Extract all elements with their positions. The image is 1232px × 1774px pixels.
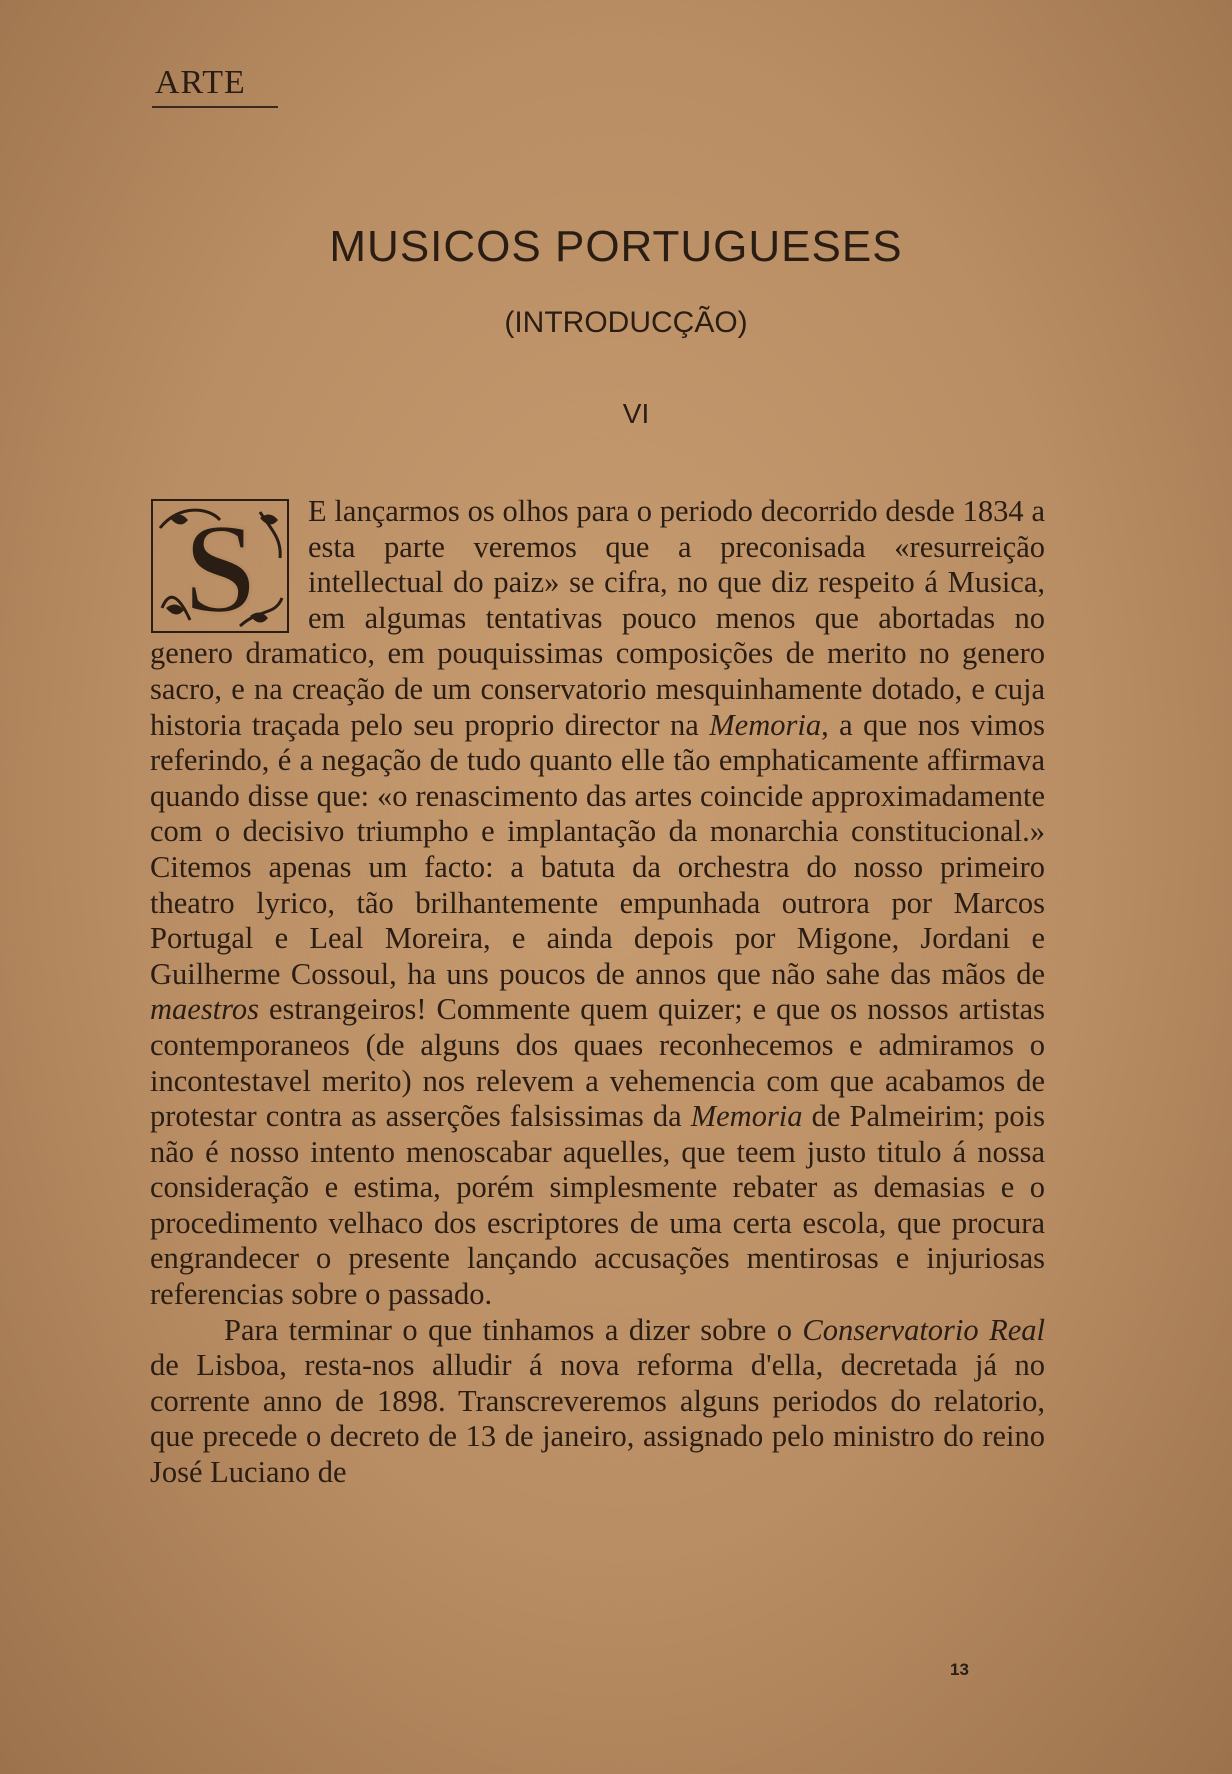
paragraph-1 (150, 494, 1045, 1313)
section-header: ARTE (155, 64, 246, 101)
paragraph-2-italic-conservatorio: Conservatorio Real (802, 1312, 1045, 1347)
paragraph-1-italic-memoria: Memoria (709, 707, 822, 742)
paragraph-1-text-4: de Palmeirim; pois não é nosso intento menoscabar aquelles, que teem justo titulo á nossa consideração e estima, porém simplesmente rebater as demasias e o procedimento velhaco dos escriptores de uma certa escola, que procura engrandecer o presente lançando accusações mentirosas e injuriosas referencias sobre o passado. (150, 1099, 1046, 1312)
dropcap-letter: S (183, 498, 257, 634)
paragraph-1-italic-maestros: maestros (150, 992, 260, 1027)
paragraph-1-text-2: , a que nos vimos referindo, é a negação de tudo quanto elle tão emphaticamente affirmava quando disse que: «o renascimento das artes coincide approximadamente com o decisivo triumpho e implantação da monarchia constitucional.» Citemos apenas um facto: a batuta da orchestra do nosso primeiro theatro lyrico, tão brilhantemente empunhada outrora por Marcos Portugal e Leal Moreira, e ainda depois por Migone, Jordani e Guilherme Cossoul, ha uns poucos de annos que não sahe das mãos de (150, 707, 1046, 991)
ornamental-dropcap-icon (150, 498, 290, 634)
paragraph-1-text-1: E lançarmos os olhos para o periodo decorrido desde 1834 a esta parte veremos que a preconisada «resurreição intellectual do paiz» se cifra, no que diz respeito á Musica, em algumas tentativas pouco menos que abortadas no genero dramatico, em pouquissimas composições de merito no genero sacro, e na creação de um conservatorio mesquinhamente dotado, e cuja historia traçada pelo seu proprio director na (150, 494, 1045, 742)
chapter-number: VI (622, 398, 650, 429)
article-title: MUSICOS PORTUGUESES (329, 222, 903, 271)
paragraph-1-text-3: estrangeiros! Commente quem quizer; e que os nossos artistas contemporaneos (de alguns dos quaes reconhecemos e admiramos o incontestavel merito) nos relevem a vehemencia com que acabamos de protestar contra as asserções falsissimas da (150, 992, 1045, 1134)
page-number: 13 (950, 1660, 969, 1679)
paragraph-1-italic-memoria-2: Memoria (690, 1099, 803, 1134)
paragraph-2-text-2: de Lisboa, resta-nos alludir á nova reforma d'ella, decretada já no corrente anno de 1898. Transcreveremos alguns periodos do relatorio, que precede o decreto de 13 de janeiro, assignado pelo ministro do reino José Luciano de (150, 1348, 1045, 1490)
paragraph-2 (150, 1313, 1045, 1491)
section-header-rule (152, 106, 278, 108)
article-subtitle: (INTRODUCÇÃO) (504, 306, 748, 339)
paragraph-2-text-1: Para terminar o que tinhamos a dizer sobre o (224, 1312, 803, 1347)
article-body (150, 494, 1045, 1491)
